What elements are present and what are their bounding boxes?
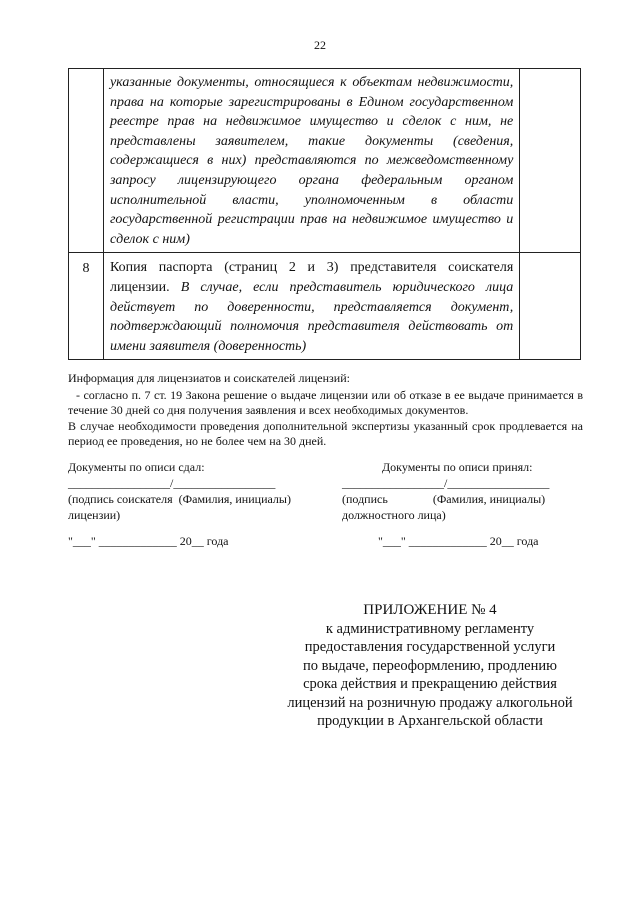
- appendix-line: к административному регламенту: [325, 620, 535, 637]
- row-text-cell: [103, 253, 519, 360]
- row-blank-cell: [520, 253, 581, 360]
- received-caption: (подпись (Фамилия, инициалы): [342, 492, 546, 506]
- info-block: [68, 371, 583, 450]
- row-text-italic: В случае, если представитель юридического лица действует по доверенности, представляется документ, подтверждающий полномочия представителя действовать от имени заявителя (доверенность): [109, 279, 514, 354]
- submitted-heading: Документы по описи сдал:: [68, 460, 205, 474]
- submitted-by-block: [68, 459, 318, 523]
- appendix-line: предоставления государственной услуги: [304, 639, 556, 655]
- row-text-cell: указанные документы, относящиеся к объектам недвижимости, права на которые зарегистрированы в Едином государственном реестре прав на недвижимое имущество и сделок с ним, не представлены заявителем, такие документы (сведения, содержащиеся в них) представляются по межведомственному запросу лицензирующего органа федеральным органом исполнительной власти, уполномоченным в области государственной регистрации прав на недвижимое имущество и сделок с ним): [103, 69, 519, 253]
- info-title: Информация для лицензиатов и соискателей лицензий:: [68, 371, 350, 385]
- appendix-line: лицензий на розничную продажу алкогольной: [287, 694, 573, 711]
- info-item: В случае необходимости проведения дополнительной экспертизы указанный срок продлевается на период ее проведения, но не более чем на 30 дней.: [68, 418, 583, 448]
- received-by-block: [342, 459, 582, 523]
- row-text-plain: Копия паспорта (страниц 2 и 3) представителя соискателя лицензии.: [109, 260, 514, 295]
- appendix-line: по выдаче, переоформлению, продлению: [303, 657, 557, 674]
- row-number: 8: [82, 261, 90, 277]
- received-heading: Документы по описи принял:: [382, 460, 533, 474]
- received-signature-line: _________________/_________________: [342, 476, 550, 490]
- date-line-left: "___" _____________ 20__ года: [68, 534, 229, 548]
- documents-table: [68, 68, 581, 360]
- appendix-title: ПРИЛОЖЕНИЕ № 4: [363, 602, 497, 618]
- appendix-line: срока действия и прекращению действия: [303, 676, 557, 692]
- info-item: - согласно п. 7 ст. 19 Закона решение о выдаче лицензии или об отказе в ее выдаче принимается в течение 30 дней со дня получения заявления и всех необходимых документов.: [68, 387, 583, 417]
- page-number: 22: [314, 38, 326, 52]
- submitted-caption: лицензии): [68, 508, 121, 522]
- table-row: [69, 253, 581, 360]
- row-blank-cell: [520, 69, 581, 253]
- date-line-right: "___" _____________ 20__ года: [378, 534, 539, 548]
- received-caption: должностного лица): [342, 508, 446, 522]
- row-number-cell: [69, 69, 104, 253]
- appendix-line: продукции в Архангельской области: [317, 713, 543, 729]
- submitted-signature-line: _________________/_________________: [68, 476, 276, 490]
- table-row: [69, 69, 581, 253]
- appendix-block: [280, 601, 580, 731]
- submitted-caption: (подпись соискателя (Фамилия, инициалы): [68, 492, 291, 506]
- row-number-cell: [69, 253, 104, 360]
